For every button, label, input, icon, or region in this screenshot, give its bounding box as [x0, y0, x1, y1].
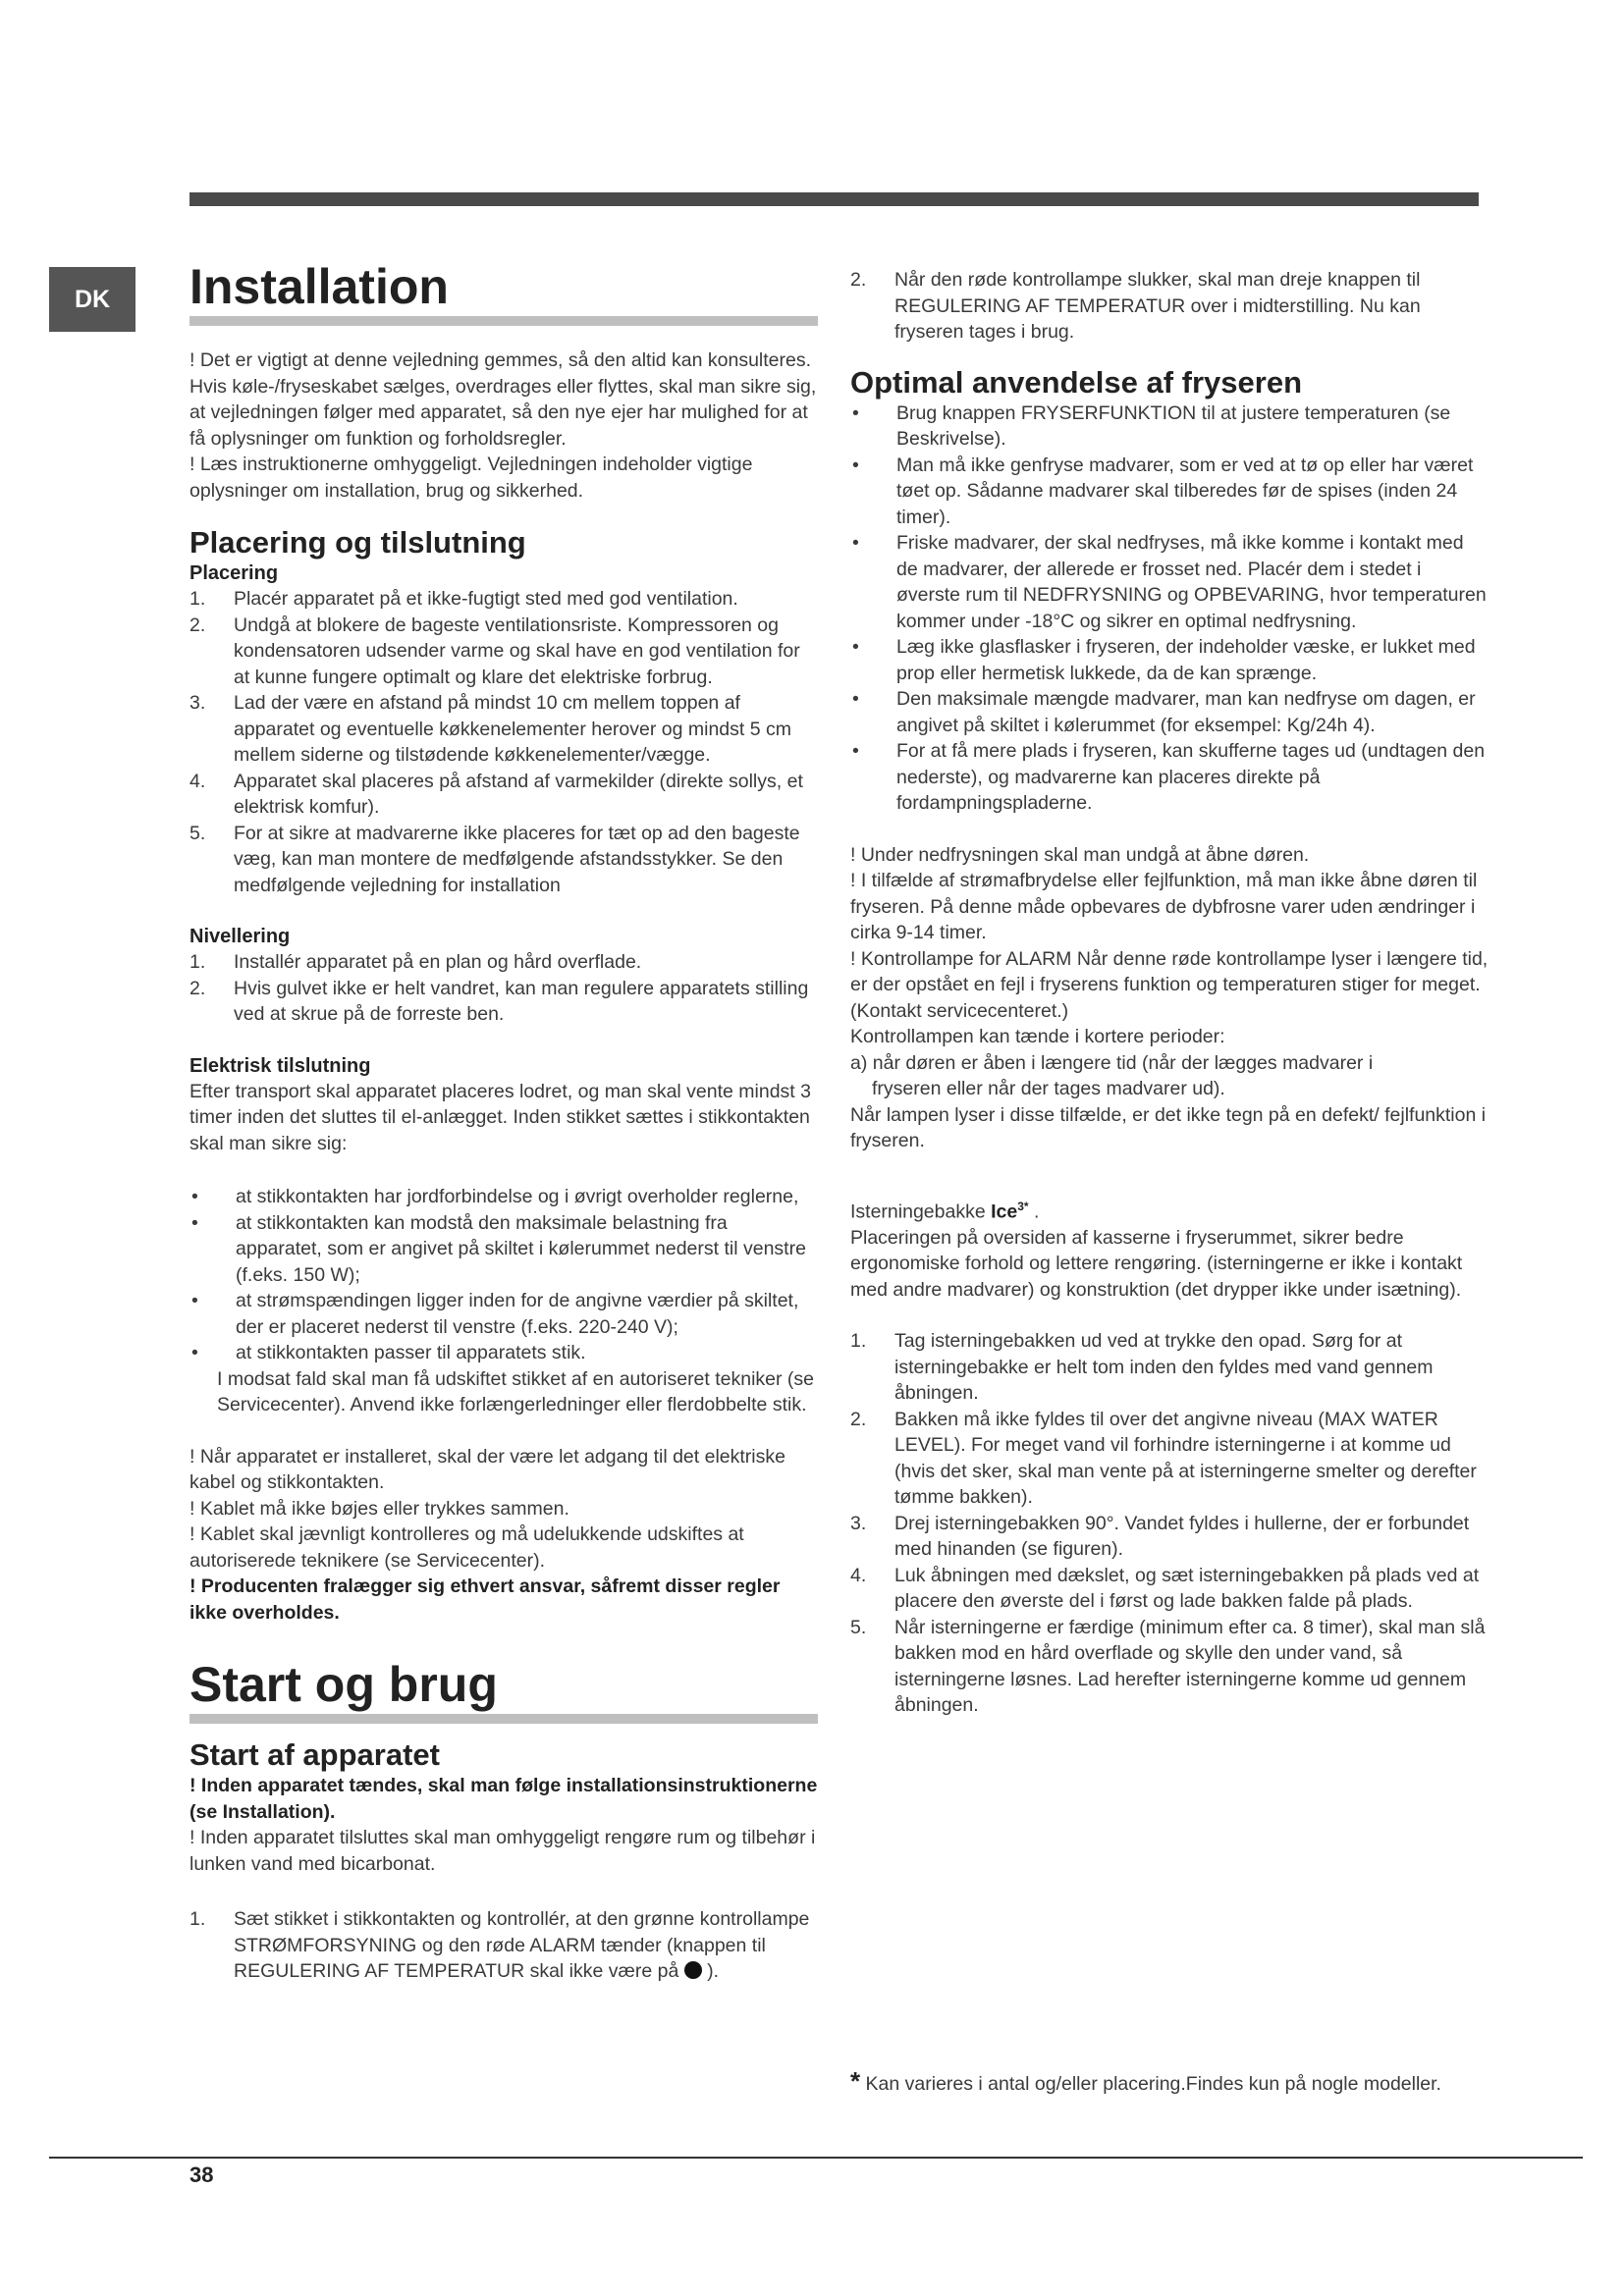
list-item: 3. Lad der være en afstand på mindst 10 cm mellem toppen af apparatet og eventuelle køkkenelementer herover og mindst 5 cm mellem siderne og tilstødende køkkenelementer/vægge.: [189, 692, 791, 766]
top-rule: [189, 192, 1479, 206]
list-item: • Friske madvarer, der skal nedfryses, må ikke komme i kontakt med de madvarer, der allerede er frosset ned. Placér dem i stedet i øverste rum til NEDFRYSNING og OPBEVARING, hvor temperaturen kommer under -18°C og sikrer en optimal nedfrysning.: [852, 532, 1487, 632]
list-item: 4. Apparatet skal placeres på afstand af varmekilder (direkte sollys, et elektrisk komfur).: [189, 770, 803, 818]
list-item: • at strømspændingen ligger inden for de angivne værdier på skiltet, der er placeret nederst til venstre (f.eks. 220-240 V);: [191, 1290, 799, 1338]
note-1: ! Under nedfrysningen skal man undgå at åbne døren.: [850, 843, 1310, 866]
note-4: Kontrollampen kan tænde i kortere perioder:: [850, 1026, 1225, 1047]
placering-list: [189, 586, 818, 898]
optimal-bullet-list: [850, 400, 1489, 817]
warning-2: ! Kablet må ikke bøjes eller trykkes sammen.: [189, 1497, 569, 1520]
warning-4: ! Producenten fralægger sig ethvert ansvar, såfremt disser regler ikke overholdes.: [189, 1575, 781, 1624]
intro-paragraph-2: ! Læs instruktionerne omhyggeligt. Vejledningen indeholder vigtige oplysninger om installation, brug og sikkerhed.: [189, 454, 753, 502]
el-bullet-list: [189, 1184, 818, 1418]
list-item: • at stikkontakten har jordforbindelse og i øvrigt overholder reglerne,: [191, 1186, 799, 1207]
placering-subheading: Placering: [189, 562, 279, 584]
list-item: • Brug knappen FRYSERFUNKTION til at justere temperaturen (se Beskrivelse).: [852, 401, 1451, 450]
el-paragraph: Efter transport skal apparatet placeres lodret, og man skal vente mindst 3 timer inden det sluttes til el-anlægget. Inden stikket sættes i stikkontakten skal man sikre sig:: [189, 1080, 811, 1154]
list-item: 2. Hvis gulvet ikke er helt vandret, kan man regulere apparatets stilling ved at skrue på de forreste ben.: [189, 977, 809, 1025]
ice-title: Isterningebakke Ice$^{3*}$ .: [850, 1199, 1040, 1222]
optimal-heading: Optimal anvendelse af fryseren: [850, 364, 1303, 400]
note-2: ! I tilfælde af strømafbrydelse eller fejlfunktion, må man ikke åbne døren til fryseren. På denne måde opbevares de dybfrosne varer uden ændringer i cirka 9-14 timer.: [850, 870, 1478, 943]
note-6: Når lampen lyser i disse tilfælde, er det ikke tegn på en defekt/ fejlfunktion i fryseren.: [850, 1103, 1487, 1151]
nivellering-list: [189, 949, 818, 1028]
note-5a: a) når døren er åben i længere tid (når der lægges madvarer i: [850, 1051, 1374, 1074]
ice-paragraph: Placeringen på oversiden af kasserne i fryserummet, sikrer bedre ergonomiske forhold og lettere rengøring. (isterningerne er ikke i kontakt med andre madvarer) og konstruktion (det drypper ikke under isætning).: [850, 1226, 1463, 1301]
installation-heading: Installation: [189, 257, 818, 326]
list-item: 1. Installér apparatet på en plan og hård overflade.: [189, 951, 642, 973]
knob-position-icon: [684, 1961, 702, 1979]
step-2: 2. Når den røde kontrollampe slukker, skal man dreje knappen til REGULERING AF TEMPERATUR over i midterstilling. Nu kan fryseren tages i brug.: [850, 269, 1421, 343]
note-3: ! Kontrollampe for ALARM Når denne røde kontrollampe lyser i længere tid, er der opstået en fejl i fryserens funktion og temperaturen stiger for meget. (Kontakt servicecenteret.): [850, 947, 1489, 1022]
start-text: ! Inden apparatet tilsluttes skal man omhyggeligt rengøre rum og tilbehør i lunken vand med bicarbonat.: [189, 1827, 816, 1875]
list-item: 2. Undgå at blokere de bageste ventilationsriste. Kompressoren og kondensatoren udsender varme og skal have en god ventilation for at kunne fungere optimalt og klare det elektriske forbrug.: [189, 614, 800, 688]
start-app-heading: Start af apparatet: [189, 1737, 440, 1772]
start-bold: ! Inden apparatet tændes, skal man følge installationsinstruktionerne (se Installation).: [189, 1775, 818, 1823]
list-item: 1. Tag isterningebakken ud ved at trykke den opad. Sørg for at isterningebakke er helt tom inden den fyldes med vand gennem åbningen.: [850, 1330, 1434, 1404]
list-item: 5. For at sikre at madvarerne ikke placeres for tæt op ad den bageste væg, kan man montere de medfølgende afstandsstykker. Se den medfølgende vejledning for installation: [189, 822, 800, 896]
note-5b: fryseren eller når der tages madvarer ud).: [872, 1078, 1225, 1099]
left-column: [189, 257, 818, 1985]
step-1: 1. Sæt stikket i stikkontakten og kontrollér, at den grønne kontrollampe STRØMFORSYNING og den røde ALARM tænder (knappen til REGULERING AF TEMPERATUR skal ikke være på ).: [189, 1908, 810, 1982]
list-item: • Læg ikke glasflasker i fryseren, der indeholder væske, er lukket med prop eller hermetisk lukkede, da de kan sprænge.: [852, 636, 1476, 684]
list-item: 5. Når isterningerne er færdige (minimum efter ca. 8 timer), skal man slå bakken mod en hård overflade og skylle den under vand, så isterningerne løsnes. Lad herefter isterningerne komme ud gennem åbningen.: [850, 1616, 1486, 1716]
intro-paragraph-1: ! Det er vigtigt at denne vejledning gemmes, så den altid kan konsulteres. Hvis køle-/fryseskabet sælges, overdrages eller flyttes, skal man sikre sig, at vejledningen følger med apparatet, så den nye ejer har mulighed for at få oplysninger om funktion og forholdsregler.: [189, 349, 817, 450]
footnote: * Kan varieres i antal og/eller placering.Findes kun på nogle modeller.: [850, 2066, 1441, 2096]
right-column: [850, 267, 1489, 1719]
list-item: • Man må ikke genfryse madvarer, som er ved at tø op eller har været tøet op. Sådanne madvarer skal tilberedes før de spises (inden 24 timer).: [852, 454, 1474, 528]
list-item: 4. Luk åbningen med dækslet, og sæt isterningebakken på plads ved at placere den øverste del i først og lade bakken falde på plads.: [850, 1564, 1480, 1612]
warning-3: ! Kablet skal jævnligt kontrolleres og må udelukkende udskiftes at autoriserede teknikere (se Servicecenter).: [189, 1523, 744, 1572]
list-item: 2. Bakken må ikke fyldes til over det angivne niveau (MAX WATER LEVEL). For meget vand vil forhindre isterningerne i at komme ud (hvis det sker, skal man vente på at isterningerne smelter og derefter tømme bakken).: [850, 1408, 1477, 1508]
bottom-rule: [49, 2157, 1583, 2159]
el-after: I modsat fald skal man få udskiftet stikket af en autoriseret tekniker (se Servicecenter). Anvend ikke forlængerledninger eller flerdobbelte stik.: [217, 1367, 815, 1415]
list-item: • at stikkontakten passer til apparatets stik.: [191, 1342, 586, 1363]
list-item: • For at få mere plads i fryseren, kan skufferne tages ud (undtagen den nederste), og madvarerne kan placeres direkte på fordampningspladerne.: [852, 740, 1486, 814]
list-item: • at stikkontakten kan modstå den maksimale belastning fra apparatet, som er angivet på skiltet i kølerummet nederst til venstre (f.eks. 150 W);: [191, 1211, 806, 1286]
el-subheading: Elektrisk tilslutning: [189, 1054, 371, 1077]
ice-list: [850, 1328, 1489, 1719]
list-item: • Den maksimale mængde madvarer, man kan nedfryse om dagen, er angivet på skiltet i kølerummet (for eksempel: Kg/24h 4).: [852, 688, 1476, 736]
nivellering-subheading: Nivellering: [189, 926, 291, 947]
placering-heading: Placering og tilslutning: [189, 525, 526, 560]
list-item: 3. Drej isterningebakken 90°. Vandet fyldes i hullerne, der er forbundet med hinanden (se figuren).: [850, 1512, 1470, 1560]
list-item: 1. Placér apparatet på et ikke-fugtigt sted med god ventilation.: [189, 588, 738, 610]
page-number: 38: [189, 2163, 214, 2187]
start-heading: Start og brug: [189, 1655, 818, 1724]
warning-1: ! Når apparatet er installeret, skal der være let adgang til det elektriske kabel og stikkontakten.: [189, 1445, 785, 1493]
language-tab: DK: [49, 267, 135, 332]
